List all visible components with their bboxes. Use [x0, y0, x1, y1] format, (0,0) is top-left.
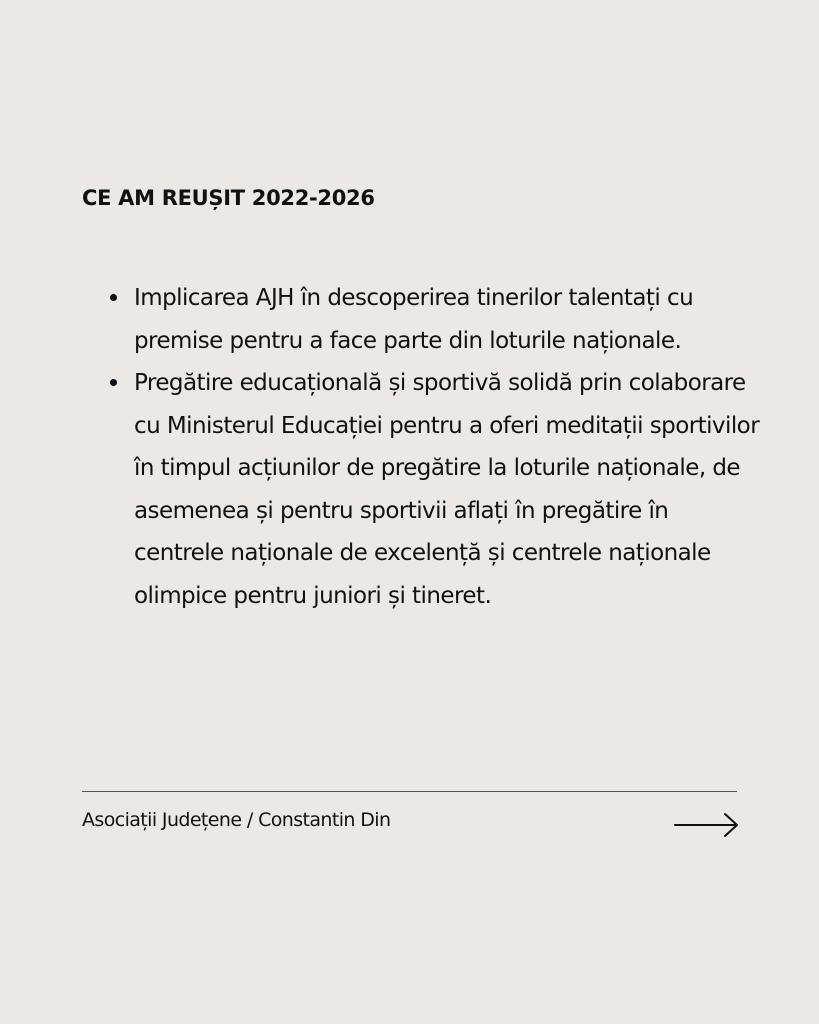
list-item	[110, 362, 760, 617]
bullet-icon	[110, 294, 117, 301]
list-item	[110, 277, 760, 362]
divider	[82, 791, 737, 792]
list-item-text: Pregătire educațională și sportivă solidă prin colaborare cu Ministerul Educației pentru a oferi meditații sportivilor în timpul acțiunilor de pregătire la loturile naționale, de asemenea și pentru sportivii aflați în pregătire în centrele naționale de excelență și centrele naționale olimpice pentru juniori și tineret.	[134, 370, 760, 609]
page-title: CE AM REUȘIT 2022-2026	[82, 186, 375, 210]
footer-caption: Asociații Județene / Constantin Din	[82, 809, 391, 831]
list-item-text: Implicarea AJH în descoperirea tinerilor talentați cu premise pentru a face parte din loturile naționale.	[134, 285, 694, 354]
achievements-list	[110, 277, 760, 617]
bullet-icon	[110, 379, 117, 386]
arrow-right-icon[interactable]	[674, 811, 740, 839]
